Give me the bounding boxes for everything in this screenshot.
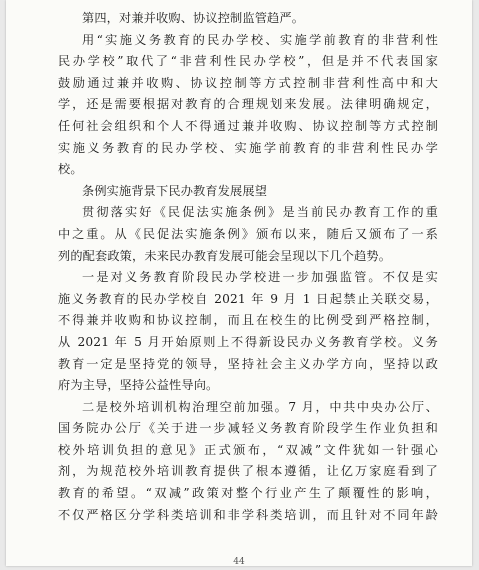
text-line: 校外培训负担的意见》正式颁布，“双减”文件犹如一针强心 xyxy=(58,442,438,457)
page-number: 44 xyxy=(233,557,245,566)
text-line: 第四，对兼并收购、协议控制监管趋严。 xyxy=(82,11,305,25)
text-line: 教育的希望。“双减”政策对整个行业产生了颠覆性的影响， xyxy=(58,486,438,501)
text-line: 学，还是需要根据对教育的合理规划来发展。法律明确规定， xyxy=(58,97,438,112)
text-line: 施义务教育的民办学校自 2021 年 9 月 1 日起禁止关联交易， xyxy=(58,291,438,306)
text-line: 不得兼并收购和协议控制，而且在校生的比例受到严格控制， xyxy=(58,313,438,328)
text-line: 一是对义务教育阶段民办学校进一步加强监管。不仅是实 xyxy=(82,270,438,285)
text-line: 教育一定是坚持党的领导，坚持社会主义办学方向，坚持以政 xyxy=(58,356,438,371)
text-line: 鼓励通过兼并收购、协议控制等方式控制非营利性高中和大 xyxy=(58,75,438,90)
text-line: 府为主导，坚持公益性导向。 xyxy=(58,378,219,393)
text-line: 用“实施义务教育的民办学校、实施学前教育的非营利性 xyxy=(82,32,438,47)
text-line: 列的配套政策，未来民办教育发展可能会呈现以下几个趋势。 xyxy=(58,248,392,263)
text-line: 剂，为规范校外培训教育提供了根本遵循，让亿万家庭看到了 xyxy=(58,464,438,479)
text-line: 民办学校”取代了“非营利性民办学校”，但是并不代表国家 xyxy=(58,54,438,69)
text-line: 不仅严格区分学科类培训和非学科类培训，而且针对不同年龄 xyxy=(58,507,438,522)
text-line: 条例实施背景下民办教育发展展望 xyxy=(82,183,268,198)
text-line: 国务院办公厅《关于进一步减轻义务教育阶段学生作业负担和 xyxy=(58,421,438,436)
text-line: 任何社会组织和个人不得通过兼并收购、协议控制等方式控制 xyxy=(58,118,438,133)
text-line: 中之重。从《民促法实施条例》颁布以来，随后又颁布了一系 xyxy=(58,226,438,241)
text-line: 实施义务教育的民办学校、实施学前教育的非营利性民办学 xyxy=(58,140,438,155)
document-body xyxy=(58,8,438,526)
text-line: 贯彻落实好《民促法实施条例》是当前民办教育工作的重 xyxy=(82,205,438,220)
text-line: 从 2021 年 5 月开始原则上不得新设民办义务教育学校。义务 xyxy=(58,334,438,349)
text-line: 校。 xyxy=(58,162,83,177)
text-line: 二是校外培训机构治理空前加强。7 月，中共中央办公厅、 xyxy=(82,399,438,414)
document-page xyxy=(6,0,472,566)
